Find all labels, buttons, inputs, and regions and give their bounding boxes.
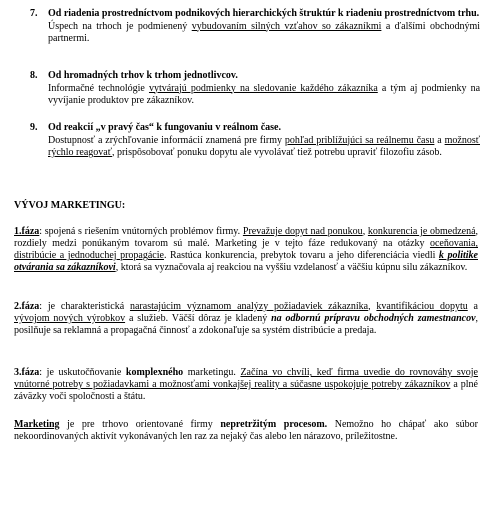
phase-3-paragraph: 3.fáza: je uskutočňovanie komplexného marketingu. Začína vo chvíli, keď firma uvedie do rovnováhy svoje vnútorné potreby s požiadavkami a možnosťami vonkajšej reality a súčasne uspokojuje potreby zákazníkov a plné záväzky voči spoločnosti a štátu. — [14, 367, 479, 403]
list-item-heading: Od reakcií „v pravý čas“ k fungovaniu v reálnom čase. — [48, 122, 281, 133]
list-item-7 — [30, 8, 480, 46]
list-item-9 — [30, 122, 480, 160]
phase-label: 3.fáza — [14, 367, 40, 378]
list-item-body: Informačné technológie vytvárajú podmienky na sledovanie každého zákazníka a tým aj podmienky na vyvíjanie produktov pre zákazníkov. — [48, 82, 481, 106]
list-item-body: Úspech na trhoch je podmienený vybudovaním silných vzťahov so zákazníkmi a ďalšími obchodnými partnermi. — [48, 20, 480, 44]
list-item-number: 9. — [30, 122, 38, 133]
list-item-heading: Od riadenia prostredníctvom podnikových hierarchických štruktúr k riadeniu prostredníctvom trhu. — [48, 8, 480, 19]
list-item-number: 8. — [30, 70, 38, 81]
closing-paragraph: Marketing je pre trhovo orientované firmy nepretržitým procesom. Nemožno ho chápať ako súbor nekoordinovaných aktivít vykonávaných len raz za nejaký čas alebo len nárazovo, príležitostne. — [14, 419, 479, 443]
phase-label: 2.fáza — [14, 301, 40, 312]
list-item-heading: Od hromadných trhov k trhom jednotlivcov. — [48, 70, 238, 81]
phase-2-paragraph: 2.fáza: je charakteristická narastajúcim významom analýzy požiadaviek zákazníka, kvantifikáciou dopytu a vývojom nových výrobkov a služieb. Väčší dôraz je kladený na odbornú prípravu obchodných zamestnancov, posilňuje sa reklamná a propagačná činnosť a zdokonaľuje sa systém distribúcie a predaja. — [14, 301, 479, 337]
phase-label: 1.fáza — [14, 226, 40, 237]
section-title: VÝVOJ MARKETINGU: — [14, 200, 126, 211]
list-item-8 — [30, 70, 480, 108]
list-item-number: 7. — [30, 8, 38, 19]
list-item-body: Dostupnosť a zrýchľovanie informácií znamená pre firmy pohľad priblížujúci sa reálnemu času a možnosť rýchlo reagovať, prispôsobovať ponuku dopytu ale vyvolávať tiež potrebu upraviť filozofiu zásob. — [48, 134, 480, 158]
phase-1-paragraph: 1.fáza: spojená s riešením vnútorných problémov firmy. Prevažuje dopyt nad ponukou, konkurencia je obmedzená, rozdiely medzi ponúkaným tovarom sú malé. Marketing je v tejto fáze redukovaný na otázky oceňovania, distribúcie a jednoduchej propagácie. Rastúca konkurencia, prebytok tovaru a jeho diferenciácia viedli k politike otvárania sa zákazníkovi, ktorá sa vyznačovala aj reakciou na vyššiu vzdelanosť a väčšiu kúpnu silu zákazníkov. — [14, 226, 479, 274]
